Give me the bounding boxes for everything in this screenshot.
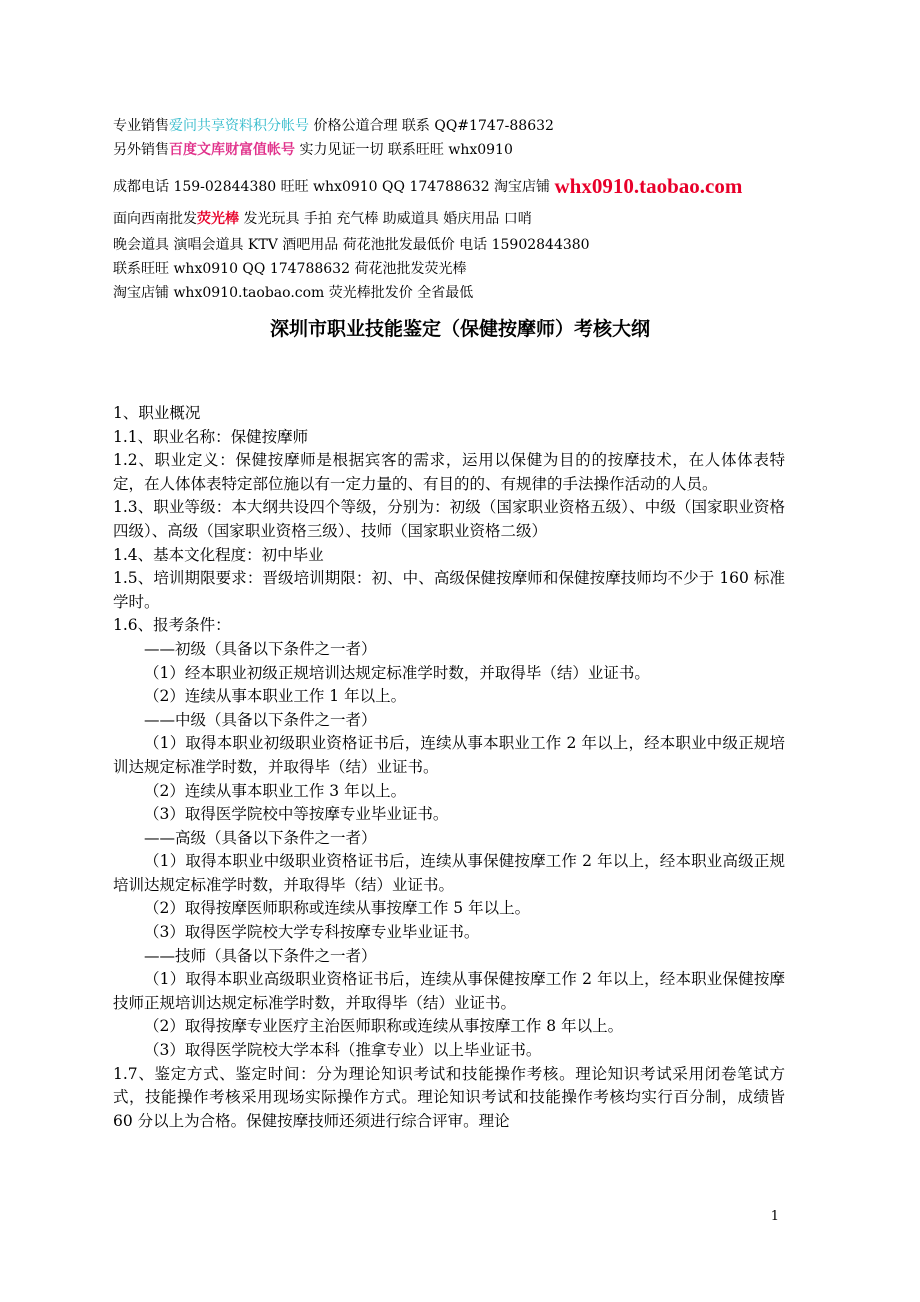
page-number: 1 <box>770 1209 779 1224</box>
paragraph: （3）取得医学院校中等按摩专业毕业证书。 <box>144 805 449 824</box>
paragraph: （1）取得本职业高级职业资格证书后，连续从事保健按摩工作 2 年以上，经本职业保健按摩技师正规培训达规定标准学时数，并取得毕（结）业证书。 <box>113 970 785 1012</box>
ad-line-5: 晚会道具 演唱会道具 KTV 酒吧用品 荷花池批发最低价 电话 15902844380 <box>113 237 590 253</box>
paragraph: 1.6、报考条件： <box>113 616 231 635</box>
paragraph: 1.7、鉴定方式、鉴定时间：分为理论知识考试和技能操作考核。理论知识考试采用闭卷笔试方式，技能操作考核采用现场实际操作方式。理论知识考试和技能操作考核均实行百分制，成绩皆 60 分以上为合格。保健按摩技师还须进行综合评审。理论 <box>113 1064 785 1130</box>
document-title: 深圳市职业技能鉴定（保健按摩师）考核大纲 <box>269 318 650 340</box>
shop-link[interactable]: whx0910.taobao.com <box>554 174 743 198</box>
ad-text: 面向西南批发 <box>113 211 197 227</box>
paragraph: 1.4、基本文化程度：初中毕业 <box>113 545 324 564</box>
ad-line-1 <box>113 117 554 135</box>
paragraph: （2）取得按摩专业医疗主治医师职称或连续从事按摩工作 8 年以上。 <box>144 1017 624 1036</box>
ad-text: 专业销售 <box>113 118 169 134</box>
ad-highlight: 荧光棒 <box>197 211 239 227</box>
ad-text: 另外销售 <box>113 142 169 158</box>
paragraph: （1）取得本职业初级职业资格证书后，连续从事本职业工作 2 年以上，经本职业中级正规培训达规定标准学时数，并取得毕（结）业证书。 <box>113 734 785 776</box>
paragraph: 1.5、培训期限要求：晋级培训期限：初、中、高级保健按摩师和保健按摩技师均不少于 160 标准学时。 <box>113 569 785 611</box>
paragraph: （1）取得本职业中级职业资格证书后，连续从事保健按摩工作 2 年以上，经本职业高级正规培训达规定标准学时数，并取得毕（结）业证书。 <box>113 852 785 894</box>
paragraph: （2）取得按摩医师职称或连续从事按摩工作 5 年以上。 <box>144 899 531 918</box>
paragraph: ——高级（具备以下条件之一者） <box>144 828 377 847</box>
paragraph: 1.3、职业等级：本大纲共设四个等级，分别为：初级（国家职业资格五级）、中级（国家职业资格四级）、高级（国家职业资格三级）、技师（国家职业资格二级） <box>113 498 785 540</box>
ad-line-4 <box>113 210 532 228</box>
paragraph: 1.1、职业名称：保健按摩师 <box>113 427 309 446</box>
ad-line-7: 淘宝店铺 whx0910.taobao.com 荧光棒批发价 全省最低 <box>113 285 474 301</box>
paragraph: （1）经本职业初级正规培训达规定标准学时数，并取得毕（结）业证书。 <box>144 663 650 682</box>
paragraph: ——中级（具备以下条件之一者） <box>144 710 377 729</box>
paragraph: （2）连续从事本职业工作 3 年以上。 <box>144 781 407 800</box>
ad-text: 实力见证一切 联系旺旺 whx0910 <box>295 142 513 158</box>
ad-line-2 <box>113 141 513 159</box>
paragraph: ——技师（具备以下条件之一者） <box>144 946 377 965</box>
ad-highlight: 爱问共享资料积分帐号 <box>169 118 309 134</box>
ad-text: 价格公道合理 联系 QQ#1747-88632 <box>309 118 554 134</box>
paragraph: 1、职业概况 <box>113 404 201 422</box>
ad-text: 成都电话 159-02844380 旺旺 whx0910 QQ 174788632 淘宝店铺 <box>113 179 555 195</box>
paragraph: （3）取得医学院校大学专科按摩专业毕业证书。 <box>144 923 480 942</box>
paragraph: （3）取得医学院校大学本科（推拿专业）以上毕业证书。 <box>144 1041 542 1060</box>
ad-text: 发光玩具 手拍 充气棒 助威道具 婚庆用品 口哨 <box>239 211 532 227</box>
paragraph: （2）连续从事本职业工作 1 年以上。 <box>144 687 407 706</box>
document-body <box>113 402 785 1133</box>
ad-line-6: 联系旺旺 whx0910 QQ 174788632 荷花池批发荧光棒 <box>113 261 467 277</box>
ad-line-3 <box>113 174 743 198</box>
paragraph: ——初级（具备以下条件之一者） <box>144 639 377 658</box>
paragraph: 1.2、职业定义：保健按摩师是根据宾客的需求，运用以保健为目的的按摩技术，在人体体表特定，在人体体表特定部位施以有一定力量的、有目的的、有规律的手法操作活动的人员。 <box>113 451 785 493</box>
ad-highlight: 百度文库财富值帐号 <box>169 142 295 158</box>
